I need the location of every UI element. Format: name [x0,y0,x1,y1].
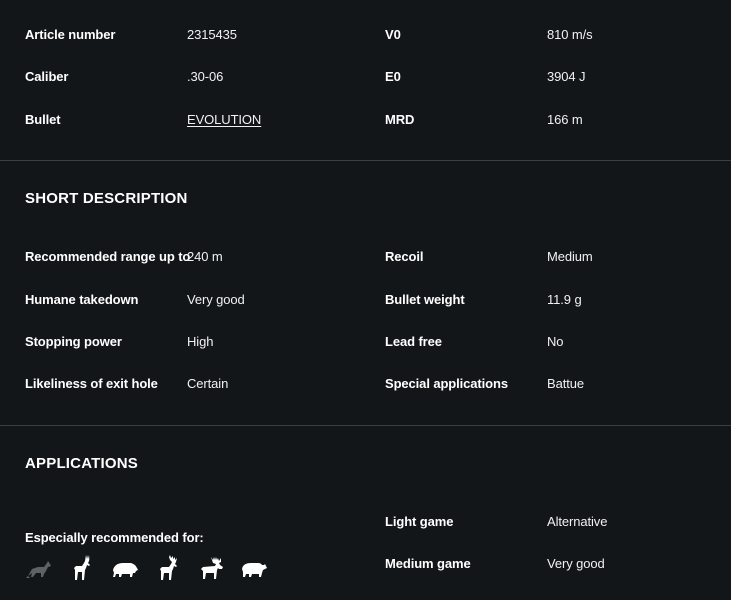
caliber-value: .30-06 [187,69,224,84]
light-game-value: Alternative [547,514,608,529]
section-divider [0,425,731,426]
light-game-label: Light game [385,514,454,529]
bullet-weight-label: Bullet weight [385,292,465,307]
bullet-weight-value: 11.9 g [547,292,582,307]
special-applications-value: Battue [547,376,584,391]
special-applications-label: Special applications [385,376,508,391]
humane-takedown-label: Humane takedown [25,292,139,307]
range-value: 240 m [187,249,223,264]
wild-boar-icon [111,554,139,580]
red-deer-icon [154,554,182,580]
exit-hole-label: Likeliness of exit hole [25,376,158,391]
range-label: Recommended range up to [25,249,191,264]
article-number-label: Article number [25,27,116,42]
stopping-power-label: Stopping power [25,334,122,349]
applications-heading: APPLICATIONS [25,455,138,472]
article-number-value: 2315435 [187,27,237,42]
roe-deer-icon [68,554,96,580]
e0-label: E0 [385,69,401,84]
recoil-label: Recoil [385,249,424,264]
recommended-for-label: Especially recommended for: [25,530,204,545]
mrd-value: 166 m [547,112,583,127]
section-divider [0,160,731,161]
v0-value: 810 m/s [547,27,593,42]
humane-takedown-value: Very good [187,292,245,307]
bullet-label: Bullet [25,112,61,127]
medium-game-label: Medium game [385,556,471,571]
e0-value: 3904 J [547,69,586,84]
medium-game-value: Very good [547,556,605,571]
exit-hole-value: Certain [187,376,229,391]
fox-icon [25,554,53,580]
caliber-label: Caliber [25,69,69,84]
recoil-value: Medium [547,249,593,264]
lead-free-value: No [547,334,564,349]
v0-label: V0 [385,27,401,42]
mrd-label: MRD [385,112,415,127]
lead-free-label: Lead free [385,334,442,349]
bear-icon [240,554,268,580]
bullet-link[interactable]: EVOLUTION [187,112,262,127]
short-description-heading: SHORT DESCRIPTION [25,190,188,207]
stopping-power-value: High [187,334,214,349]
moose-icon [197,554,225,580]
game-icons [25,550,283,580]
